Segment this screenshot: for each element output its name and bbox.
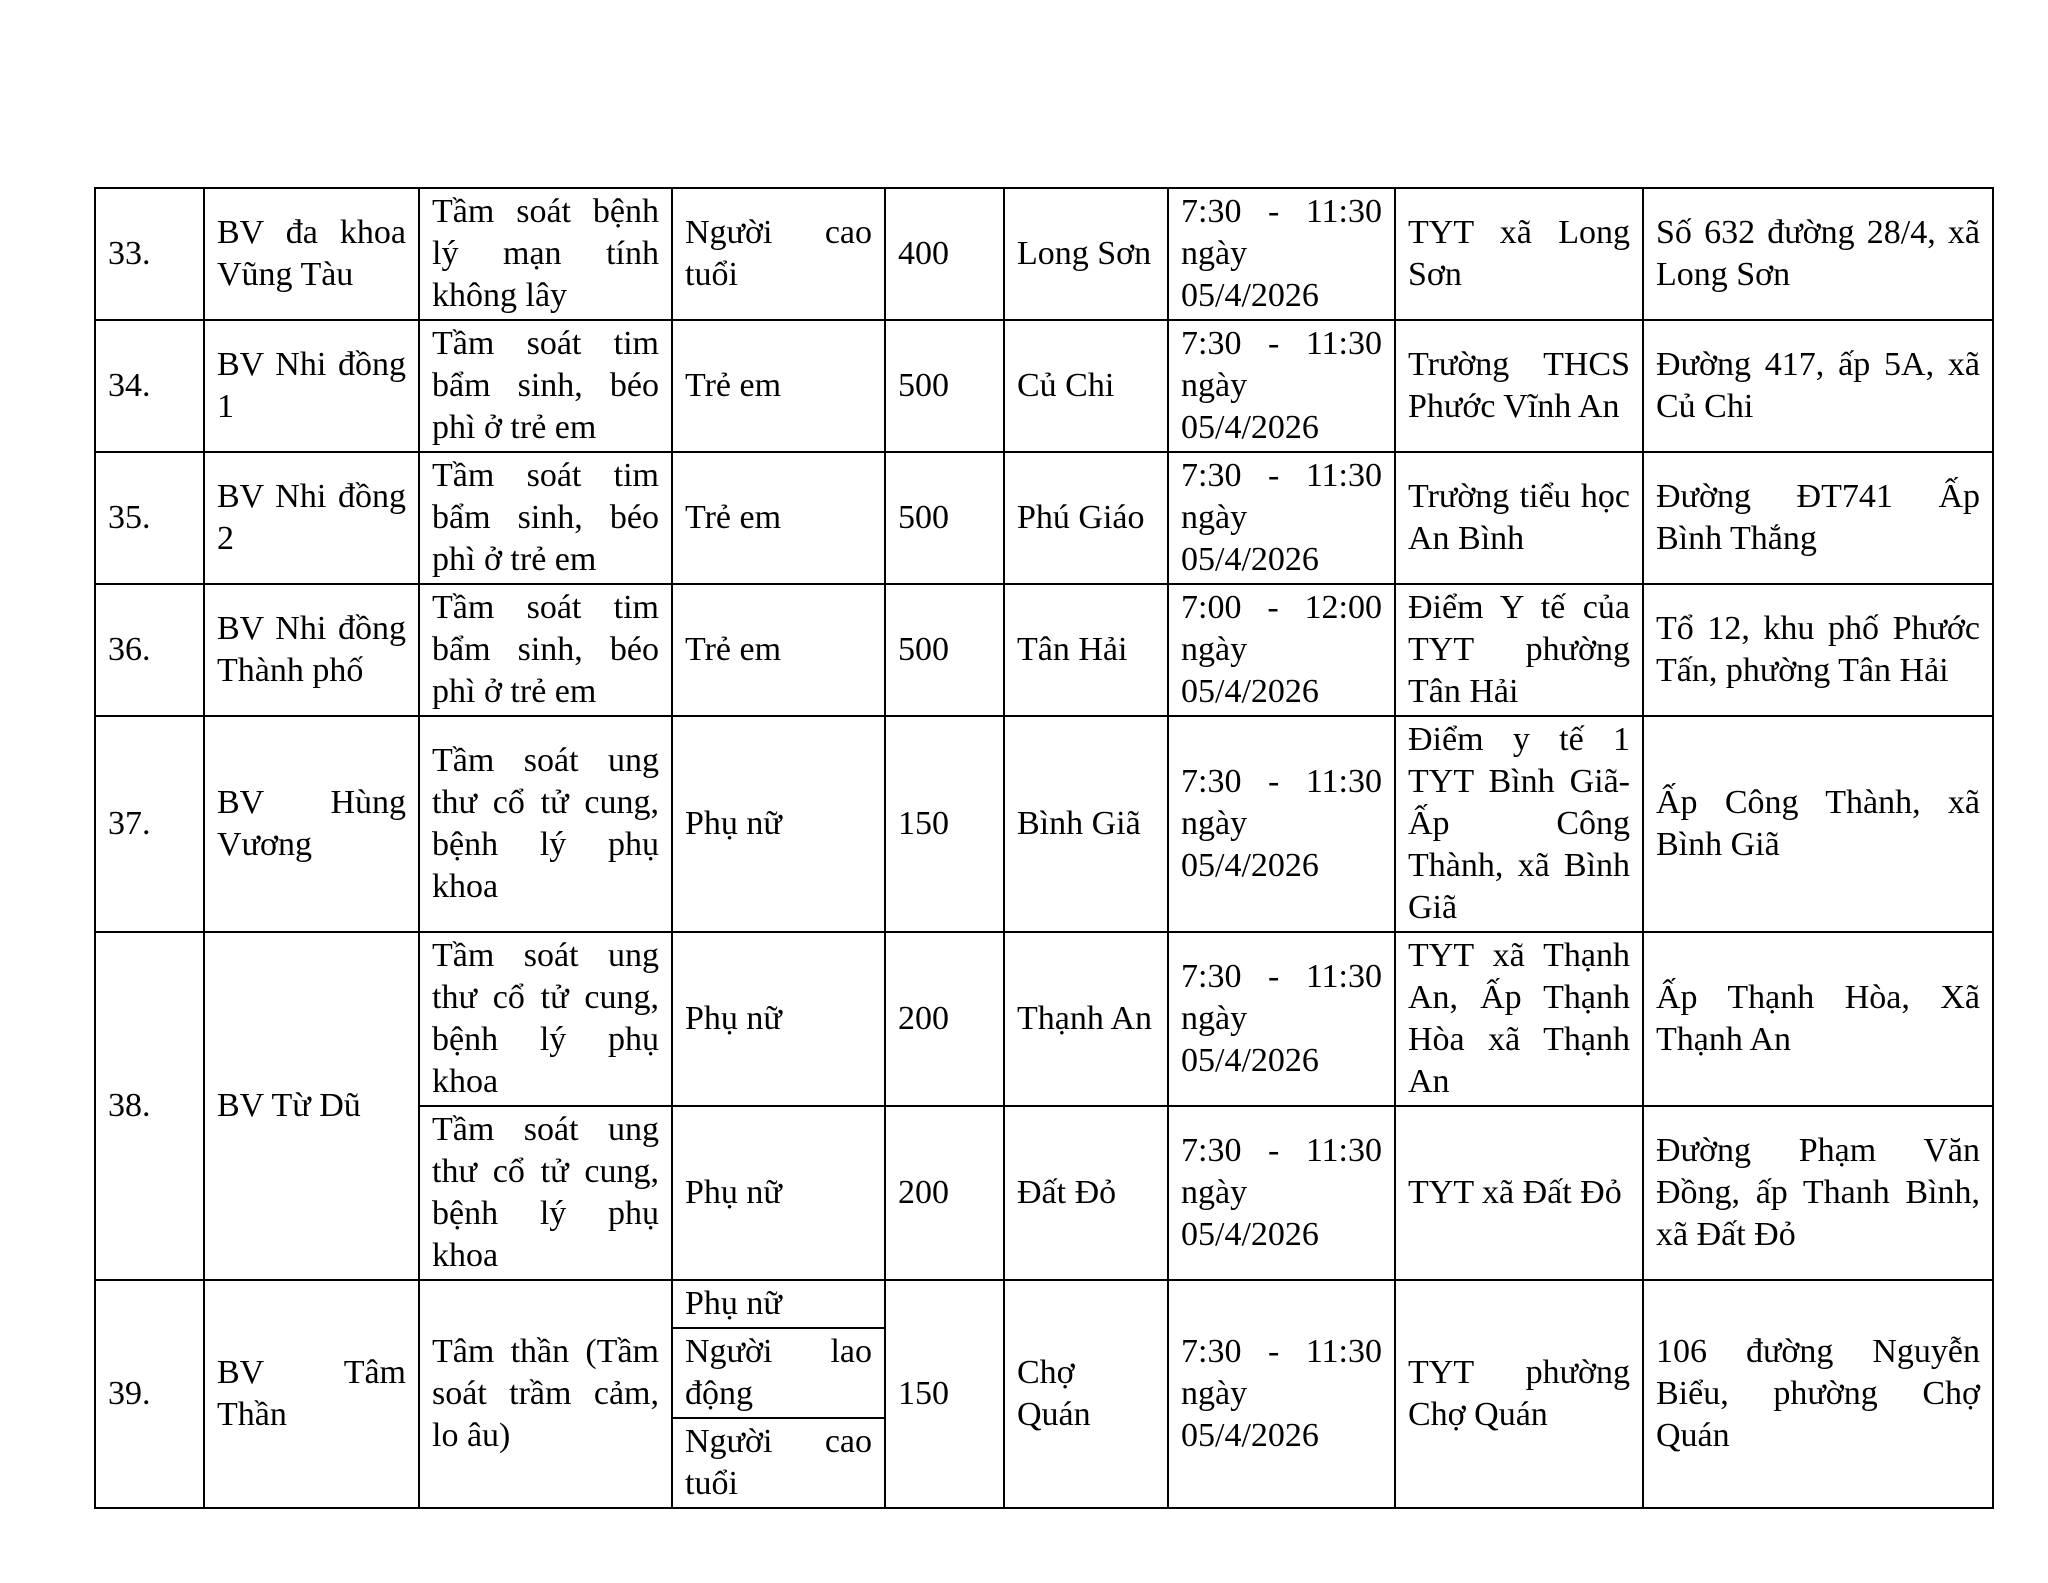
time-cell: 7:30 - 11:30 ngày 05/4/2026 [1168,452,1395,584]
table-row [95,452,1993,584]
hospital-cell: BV Từ Dũ [204,932,419,1280]
target-cell: Trẻ em [672,320,885,452]
table-row [95,188,1993,320]
venue-cell: TYT phường Chợ Quán [1395,1280,1643,1508]
venue-cell: Trường THCS Phước Vĩnh An [1395,320,1643,452]
area-cell: Đất Đỏ [1004,1106,1168,1280]
target-group-item: Người lao động [673,1329,884,1419]
table-row [95,320,1993,452]
row-number: 36. [95,584,204,716]
target-cell: Phụ nữ [672,1106,885,1280]
time-cell: 7:30 - 11:30 ngày 05/4/2026 [1168,1280,1395,1508]
activity-cell: Tầm soát ung thư cổ tử cung, bệnh lý phụ khoa [419,716,672,932]
address-cell: Ấp Công Thành, xã Bình Giã [1643,716,1993,932]
time-cell: 7:30 - 11:30 ngày 05/4/2026 [1168,932,1395,1106]
target-group-item: Người cao tuổi [685,1423,872,1502]
table-row [95,932,1993,1106]
target-cell: Người cao tuổi [672,188,885,320]
row-number: 34. [95,320,204,452]
row-number: 33. [95,188,204,320]
time-cell: 7:30 - 11:30 ngày 05/4/2026 [1168,716,1395,932]
venue-cell: TYT xã Long Sơn [1395,188,1643,320]
table-row [95,584,1993,716]
quantity-cell: 200 [885,932,1004,1106]
target-cell: Phụ nữ [672,716,885,932]
activity-cell: Tầm soát ung thư cổ tử cung, bệnh lý phụ khoa [419,932,672,1106]
quantity-cell: 150 [885,716,1004,932]
address-cell: Đường Phạm Văn Đồng, ấp Thanh Bình, xã Đất Đỏ [1643,1106,1993,1280]
hospital-cell: BV Tâm Thần [204,1280,419,1508]
venue-cell: TYT xã Thạnh An, Ấp Thạnh Hòa xã Thạnh An [1395,932,1643,1106]
table-row [95,716,1993,932]
quantity-cell: 400 [885,188,1004,320]
quantity-cell: 500 [885,452,1004,584]
venue-cell: Điểm Y tế của TYT phường Tân Hải [1395,584,1643,716]
row-number: 39. [95,1280,204,1508]
target-group-item: Phụ nữ [673,1281,884,1329]
time-cell: 7:30 - 11:30 ngày 05/4/2026 [1168,1106,1395,1280]
area-cell: Củ Chi [1004,320,1168,452]
screening-schedule-table [94,187,1994,1509]
address-cell: Số 632 đường 28/4, xã Long Sơn [1643,188,1993,320]
area-cell: Chợ Quán [1004,1280,1168,1508]
target-cell: Trẻ em [672,452,885,584]
table-row [95,1280,1993,1508]
activity-cell: Tầm soát tim bẩm sinh, béo phì ở trẻ em [419,584,672,716]
venue-cell: Điểm y tế 1 TYT Bình Giã- Ấp Công Thành, xã Bình Giã [1395,716,1643,932]
quantity-cell: 500 [885,584,1004,716]
area-cell: Phú Giáo [1004,452,1168,584]
activity-cell: Tầm soát ung thư cổ tử cung, bệnh lý phụ khoa [419,1106,672,1280]
activity-cell: Tâm thần (Tầm soát trầm cảm, lo âu) [419,1280,672,1508]
time-cell: 7:00 - 12:00 ngày 05/4/2026 [1168,584,1395,716]
time-cell: 7:30 - 11:30 ngày 05/4/2026 [1168,320,1395,452]
hospital-cell: BV đa khoa Vũng Tàu [204,188,419,320]
hospital-cell: BV Nhi đồng 1 [204,320,419,452]
address-cell: Đường 417, ấp 5A, xã Củ Chi [1643,320,1993,452]
quantity-cell: 500 [885,320,1004,452]
area-cell: Tân Hải [1004,584,1168,716]
address-cell: Đường ĐT741 Ấp Bình Thắng [1643,452,1993,584]
address-cell: 106 đường Nguyễn Biểu, phường Chợ Quán [1643,1280,1993,1508]
activity-cell: Tầm soát bệnh lý mạn tính không lây [419,188,672,320]
quantity-cell: 150 [885,1280,1004,1508]
hospital-cell: BV Nhi đồng Thành phố [204,584,419,716]
activity-cell: Tầm soát tim bẩm sinh, béo phì ở trẻ em [419,452,672,584]
address-cell: Tổ 12, khu phố Phước Tấn, phường Tân Hải [1643,584,1993,716]
row-number: 35. [95,452,204,584]
hospital-cell: BV Nhi đồng 2 [204,452,419,584]
address-cell: Ấp Thạnh Hòa, Xã Thạnh An [1643,932,1993,1106]
quantity-cell: 200 [885,1106,1004,1280]
target-group-list [673,1281,884,1507]
row-number: 37. [95,716,204,932]
venue-cell: TYT xã Đất Đỏ [1395,1106,1643,1280]
area-cell: Long Sơn [1004,188,1168,320]
target-cell: Trẻ em [672,584,885,716]
hospital-cell: BV Hùng Vương [204,716,419,932]
activity-cell: Tầm soát tim bẩm sinh, béo phì ở trẻ em [419,320,672,452]
target-cell [672,1280,885,1508]
target-cell: Phụ nữ [672,932,885,1106]
area-cell: Bình Giã [1004,716,1168,932]
row-number: 38. [95,932,204,1280]
venue-cell: Trường tiểu học An Bình [1395,452,1643,584]
time-cell: 7:30 - 11:30 ngày 05/4/2026 [1168,188,1395,320]
area-cell: Thạnh An [1004,932,1168,1106]
